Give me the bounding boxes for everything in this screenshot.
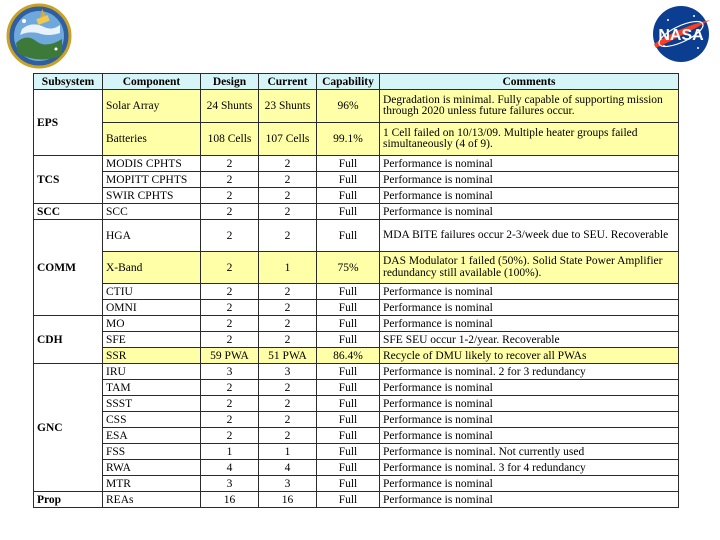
- comments-cell: SFE SEU occur 1-2/year. Recoverable: [380, 332, 679, 348]
- component-cell: IRU: [103, 364, 201, 380]
- design-cell: 2: [201, 188, 259, 204]
- current-cell: 2: [259, 204, 317, 220]
- component-cell: REAs: [103, 492, 201, 508]
- current-cell: 2: [259, 220, 317, 252]
- current-cell: 2: [259, 332, 317, 348]
- design-cell: 59 PWA: [201, 348, 259, 364]
- capability-cell: Full: [317, 460, 380, 476]
- component-cell: SSR: [103, 348, 201, 364]
- table-row: [34, 204, 679, 220]
- capability-cell: Full: [317, 188, 380, 204]
- current-cell: 2: [259, 172, 317, 188]
- component-cell: Batteries: [103, 123, 201, 156]
- design-cell: 16: [201, 492, 259, 508]
- table-row: [34, 220, 679, 252]
- comments-cell: DAS Modulator 1 failed (50%). Solid State Power Amplifier redundancy still available (100%).: [380, 252, 679, 284]
- comments-cell: Performance is nominal. Not currently used: [380, 444, 679, 460]
- capability-cell: Full: [317, 380, 380, 396]
- table-row: [34, 380, 679, 396]
- subsystem-comm: COMM: [34, 220, 103, 316]
- design-cell: 2: [201, 396, 259, 412]
- svg-text:NASA: NASA: [658, 27, 704, 44]
- capability-cell: Full: [317, 396, 380, 412]
- current-cell: 2: [259, 380, 317, 396]
- col-header-current: Current: [259, 74, 317, 90]
- comments-cell: Performance is nominal: [380, 300, 679, 316]
- col-header-design: Design: [201, 74, 259, 90]
- capability-cell: Full: [317, 316, 380, 332]
- current-cell: 1: [259, 252, 317, 284]
- comments-cell: Performance is nominal: [380, 476, 679, 492]
- capability-cell: Full: [317, 476, 380, 492]
- current-cell: 16: [259, 492, 317, 508]
- comments-cell: Performance is nominal: [380, 396, 679, 412]
- design-cell: 2: [201, 300, 259, 316]
- capability-cell: 96%: [317, 90, 380, 123]
- comments-cell: Performance is nominal: [380, 412, 679, 428]
- capability-cell: 99.1%: [317, 123, 380, 156]
- design-cell: 24 Shunts: [201, 90, 259, 123]
- comments-cell: Performance is nominal: [380, 204, 679, 220]
- component-cell: CTIU: [103, 284, 201, 300]
- current-cell: 2: [259, 412, 317, 428]
- table-header-row: [34, 74, 679, 90]
- component-cell: RWA: [103, 460, 201, 476]
- table-row: [34, 460, 679, 476]
- design-cell: 2: [201, 220, 259, 252]
- current-cell: 2: [259, 428, 317, 444]
- table-row: [34, 412, 679, 428]
- table-row: [34, 156, 679, 172]
- current-cell: 51 PWA: [259, 348, 317, 364]
- capability-cell: Full: [317, 284, 380, 300]
- col-header-component: Component: [103, 74, 201, 90]
- subsystem-eps: EPS: [34, 90, 103, 156]
- capability-cell: Full: [317, 204, 380, 220]
- component-cell: TAM: [103, 380, 201, 396]
- col-header-capability: Capability: [317, 74, 380, 90]
- capability-cell: Full: [317, 332, 380, 348]
- subsystem-tcs: TCS: [34, 156, 103, 204]
- col-header-subsystem: Subsystem: [34, 74, 103, 90]
- table-row: [34, 123, 679, 156]
- design-cell: 2: [201, 332, 259, 348]
- comments-cell: Performance is nominal: [380, 492, 679, 508]
- current-cell: 107 Cells: [259, 123, 317, 156]
- comments-cell: Recycle of DMU likely to recover all PWAs: [380, 348, 679, 364]
- capability-cell: Full: [317, 156, 380, 172]
- table-row: [34, 252, 679, 284]
- comments-cell: Performance is nominal: [380, 380, 679, 396]
- design-cell: 2: [201, 380, 259, 396]
- comments-cell: 1 Cell failed on 10/13/09. Multiple heater groups failed simultaneously (4 of 9).: [380, 123, 679, 156]
- design-cell: 2: [201, 284, 259, 300]
- capability-cell: Full: [317, 428, 380, 444]
- comments-cell: MDA BITE failures occur 2-3/week due to SEU. Recoverable: [380, 220, 679, 252]
- table-row: [34, 492, 679, 508]
- component-cell: MODIS CPHTS: [103, 156, 201, 172]
- table-row: [34, 476, 679, 492]
- design-cell: 108 Cells: [201, 123, 259, 156]
- design-cell: 2: [201, 412, 259, 428]
- component-cell: SSST: [103, 396, 201, 412]
- table-row: [34, 364, 679, 380]
- component-cell: SCC: [103, 204, 201, 220]
- design-cell: 2: [201, 428, 259, 444]
- comments-cell: Performance is nominal: [380, 156, 679, 172]
- component-cell: CSS: [103, 412, 201, 428]
- table-row: [34, 316, 679, 332]
- current-cell: 2: [259, 316, 317, 332]
- component-cell: MOPITT CPHTS: [103, 172, 201, 188]
- subsystem-scc: SCC: [34, 204, 103, 220]
- nasa-logo: [646, 4, 716, 64]
- col-header-comments: Comments: [380, 74, 679, 90]
- component-cell: X-Band: [103, 252, 201, 284]
- current-cell: 3: [259, 476, 317, 492]
- design-cell: 2: [201, 172, 259, 188]
- capability-cell: Full: [317, 444, 380, 460]
- design-cell: 4: [201, 460, 259, 476]
- component-cell: FSS: [103, 444, 201, 460]
- table-row: [34, 188, 679, 204]
- current-cell: 4: [259, 460, 317, 476]
- table-row: [34, 300, 679, 316]
- current-cell: 2: [259, 396, 317, 412]
- comments-cell: Performance is nominal: [380, 428, 679, 444]
- table-row: [34, 332, 679, 348]
- table-row: [34, 172, 679, 188]
- capability-cell: Full: [317, 492, 380, 508]
- comments-cell: Performance is nominal. 2 for 3 redundancy: [380, 364, 679, 380]
- subsystem-prop: Prop: [34, 492, 103, 508]
- comments-cell: Performance is nominal. 3 for 4 redundancy: [380, 460, 679, 476]
- subsystem-gnc: GNC: [34, 364, 103, 492]
- design-cell: 3: [201, 476, 259, 492]
- design-cell: 2: [201, 252, 259, 284]
- component-cell: HGA: [103, 220, 201, 252]
- component-cell: ESA: [103, 428, 201, 444]
- component-cell: MTR: [103, 476, 201, 492]
- design-cell: 1: [201, 444, 259, 460]
- current-cell: 3: [259, 364, 317, 380]
- comments-cell: Performance is nominal: [380, 316, 679, 332]
- table-row: [34, 348, 679, 364]
- comments-cell: Performance is nominal: [380, 284, 679, 300]
- capability-cell: Full: [317, 220, 380, 252]
- current-cell: 1: [259, 444, 317, 460]
- table-row: [34, 444, 679, 460]
- capability-cell: Full: [317, 172, 380, 188]
- capability-cell: Full: [317, 300, 380, 316]
- capability-cell: 75%: [317, 252, 380, 284]
- comments-cell: Performance is nominal: [380, 172, 679, 188]
- design-cell: 2: [201, 204, 259, 220]
- current-cell: 2: [259, 156, 317, 172]
- subsystem-cdh: CDH: [34, 316, 103, 364]
- current-cell: 23 Shunts: [259, 90, 317, 123]
- table-row: [34, 90, 679, 123]
- component-cell: OMNI: [103, 300, 201, 316]
- current-cell: 2: [259, 300, 317, 316]
- design-cell: 3: [201, 364, 259, 380]
- capability-cell: Full: [317, 364, 380, 380]
- table-row: [34, 428, 679, 444]
- design-cell: 2: [201, 156, 259, 172]
- capability-cell: 86.4%: [317, 348, 380, 364]
- subsystem-status-table: [33, 73, 679, 508]
- design-cell: 2: [201, 316, 259, 332]
- table-row: [34, 396, 679, 412]
- comments-cell: Performance is nominal: [380, 188, 679, 204]
- table-row: [34, 284, 679, 300]
- capability-cell: Full: [317, 412, 380, 428]
- component-cell: Solar Array: [103, 90, 201, 123]
- mission-emblem-logo: [4, 3, 74, 69]
- current-cell: 2: [259, 188, 317, 204]
- component-cell: SWIR CPHTS: [103, 188, 201, 204]
- current-cell: 2: [259, 284, 317, 300]
- component-cell: MO: [103, 316, 201, 332]
- component-cell: SFE: [103, 332, 201, 348]
- comments-cell: Degradation is minimal. Fully capable of supporting mission through 2020 unless future failures occur.: [380, 90, 679, 123]
